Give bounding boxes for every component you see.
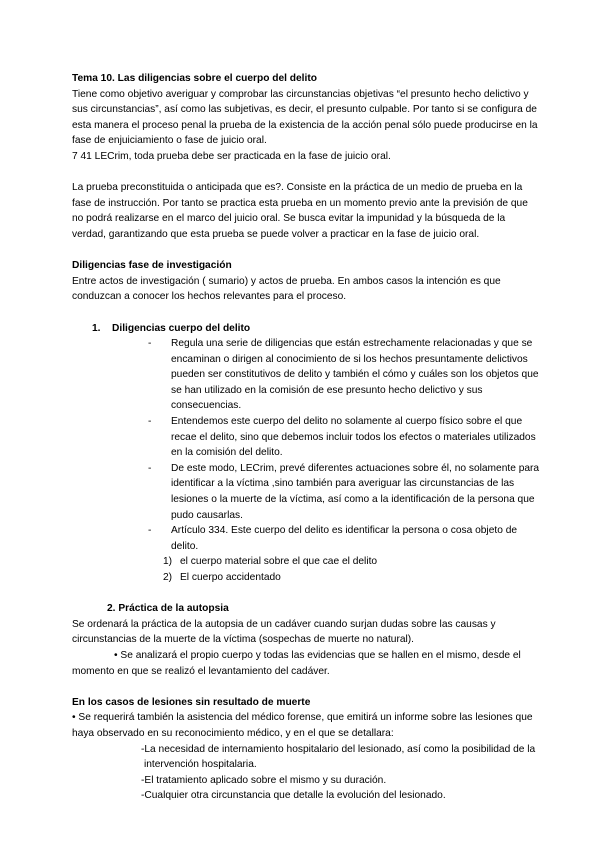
spacer: [72, 243, 540, 259]
list-item: - Regula una serie de diligencias que están estrechamente relacionadas y que se encaminan o dirigen al conocimiento de si los hechos presuntamente delictivos pueden ser constitutivos de delito y también el cómo y cuáles son los objetos que se han utilizado en la comisión de ese presunto hecho delictivo y sus consecuencias.: [148, 336, 540, 414]
paragraph: • Se requerirá también la asistencia del médico forense, que emitirá un informe sobre las lesiones que haya observado en su reconocimiento médico, y en el que se detallara:: [72, 712, 533, 739]
sublist-number: 1): [163, 556, 173, 568]
sublist-number: 2): [163, 572, 173, 583]
section-title: En los casos de lesiones sin resultado de muerte: [72, 696, 311, 708]
paragraph: 7 41 LECrim, toda prueba debe ser practicada en la fase de juicio oral.: [72, 150, 391, 162]
paragraph: • Se analizará el propio cuerpo y todas las evidencias que se hallen en el mismo, desde el momento en que se realizó el levantamiento del cadáver.: [72, 649, 521, 677]
list-item: - Artículo 334. Este cuerpo del delito es identificar la persona o cosa objeto de delito.: [148, 523, 540, 554]
list-item: -La necesidad de internamiento hospitalario del lesionado, así como la posibilidad de la intervención hospitalaria.: [141, 743, 536, 771]
heading-number: 1.: [92, 322, 101, 334]
section-title: 2. Práctica de la autopsia: [107, 603, 229, 615]
spacer: [72, 586, 540, 602]
paragraph: Entre actos de investigación ( sumario) y actos de prueba. En ambos casos la intención es que conduzcan a conocer los hechos relevantes para el proceso.: [72, 275, 501, 303]
sublist-item: [163, 570, 540, 586]
list-item: - Entendemos este cuerpo del delito no solamente al cuerpo físico sobre el que recae el delito, sino que debemos incluir todos los efectos o materiales utilizados en la comisión del delito.: [148, 414, 540, 461]
sublist-text: El cuerpo accidentado: [180, 572, 281, 583]
list-item: -El tratamiento aplicado sobre el mismo y su duración.: [141, 774, 387, 786]
list-item: - De este modo, LECrim, prevé diferentes actuaciones sobre él, no solamente para identificar a la víctima ,sino también para averiguar las circunstancias de las lesiones o la muerte de la víctima, así como a la identificación de la persona que pudo causarlas.: [148, 461, 540, 523]
dash-list: [72, 336, 540, 554]
paragraph: La prueba preconstituida o anticipada que es?. Consiste en la práctica de un medio de prueba en la fase de instrucción. Por tanto se practica esta prueba en un momento previo ante la previsión de que no podrá realizarse en el marco del juicio oral. Se busca evitar la impunidad y la búsqueda de la verdad, garantizando que esta prueba se puede volver a practicar en la fase de juicio oral.: [72, 182, 528, 240]
numbered-heading: [92, 321, 540, 337]
section-title: Diligencias fase de investigación: [72, 260, 232, 272]
sublist-text: el cuerpo material sobre el que cae el delito: [180, 556, 378, 568]
section-title: Tema 10. Las diligencias sobre el cuerpo del delito: [72, 73, 317, 84]
spacer: [72, 165, 540, 181]
numbered-sublist: [72, 554, 540, 585]
list-item: -Cualquier otra circunstancia que detalle la evolución del lesionado.: [141, 790, 446, 802]
spacer: [72, 305, 540, 321]
sublist-item: [163, 554, 540, 570]
paragraph: Se ordenará la práctica de la autopsia de un cadáver cuando surjan dudas sobre las causas y circunstancias de la muerte de la víctima (sospechas de muerte no natural).: [72, 618, 496, 646]
indented-list: [72, 742, 540, 804]
paragraph: Tiene como objetivo averiguar y comprobar las circunstancias objetivas “el presunto hecho delictivo y sus circunstancias”, así como las subjetivas, es decir, el presunto culpable. Por tanto si se configura de esta manera el proceso penal la prueba de la existencia de la acción penal sólo puede producirse en la fase de enjuiciamiento o fase de juicio oral.: [72, 88, 538, 147]
spacer: [72, 679, 540, 695]
heading-text: Diligencias cuerpo del delito: [112, 322, 251, 334]
